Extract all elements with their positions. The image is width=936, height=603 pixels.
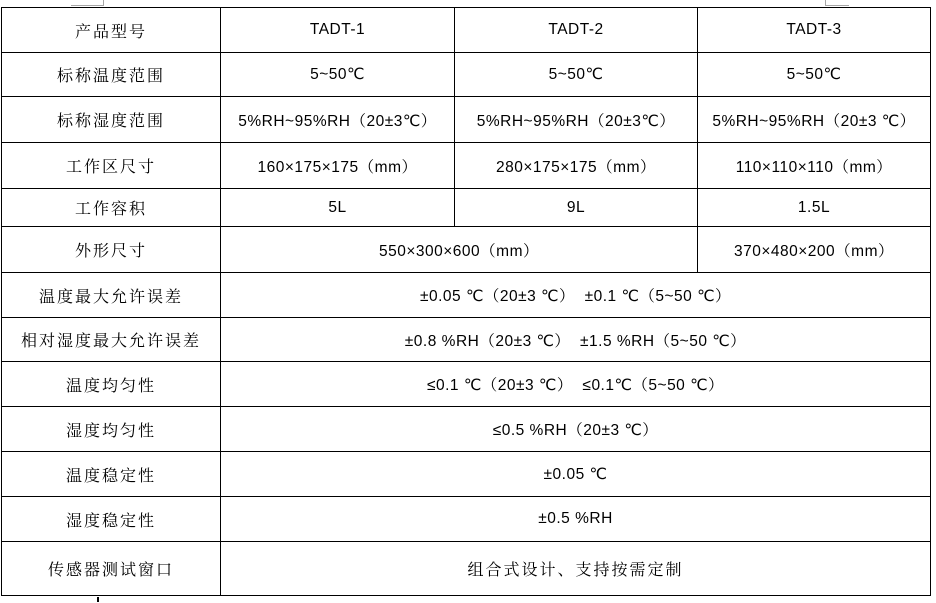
value-cell: TADT-1 bbox=[221, 8, 455, 53]
row-humidity-range bbox=[2, 97, 931, 143]
value-cell: 5%RH~95%RH（20±3℃） bbox=[455, 97, 698, 143]
label-cell: 温度最大允许误差 bbox=[2, 273, 221, 318]
label-cell: 相对湿度最大允许误差 bbox=[2, 318, 221, 362]
label-cell: 传感器测试窗口 bbox=[2, 542, 221, 596]
row-product-model bbox=[2, 8, 931, 53]
label-cell: 标称湿度范围 bbox=[2, 97, 221, 143]
value-cell-merged: ≤0.5 %RH（20±3 ℃） bbox=[221, 407, 931, 452]
row-temp-uniformity bbox=[2, 362, 931, 407]
label-cell: 工作区尺寸 bbox=[2, 143, 221, 189]
row-sensor-test-window bbox=[2, 542, 931, 596]
row-overall-size bbox=[2, 227, 931, 273]
row-work-area-size bbox=[2, 143, 931, 189]
value-cell-merged: ±0.8 %RH（20±3 ℃） ±1.5 %RH（5~50 ℃） bbox=[221, 318, 931, 362]
value-cell-merged: ±0.5 %RH bbox=[221, 497, 931, 542]
row-temp-max-error bbox=[2, 273, 931, 318]
value-cell: 370×480×200（mm） bbox=[698, 227, 931, 273]
value-cell-merged: 550×300×600（mm） bbox=[221, 227, 698, 273]
value-cell: TADT-2 bbox=[455, 8, 698, 53]
value-cell: 160×175×175（mm） bbox=[221, 143, 455, 189]
label-cell: 温度均匀性 bbox=[2, 362, 221, 407]
label-cell: 标称温度范围 bbox=[2, 53, 221, 97]
table-handle-top-right-icon bbox=[825, 0, 849, 6]
label-cell: 产品型号 bbox=[2, 8, 221, 53]
value-cell: 110×110×110（mm） bbox=[698, 143, 931, 189]
value-cell: 9L bbox=[455, 189, 698, 227]
value-cell: 5%RH~95%RH（20±3℃） bbox=[221, 97, 455, 143]
row-rh-max-error bbox=[2, 318, 931, 362]
value-cell: 5%RH~95%RH（20±3 ℃） bbox=[698, 97, 931, 143]
row-humidity-stability bbox=[2, 497, 931, 542]
product-spec-table bbox=[1, 7, 931, 596]
value-cell: TADT-3 bbox=[698, 8, 931, 53]
label-cell: 外形尺寸 bbox=[2, 227, 221, 273]
value-cell-merged: ≤0.1 ℃（20±3 ℃） ≤0.1℃（5~50 ℃） bbox=[221, 362, 931, 407]
value-cell-merged: ±0.05 ℃（20±3 ℃） ±0.1 ℃（5~50 ℃） bbox=[221, 273, 931, 318]
value-cell: 5~50℃ bbox=[698, 53, 931, 97]
value-cell: 280×175×175（mm） bbox=[455, 143, 698, 189]
row-work-volume bbox=[2, 189, 931, 227]
label-cell: 工作容积 bbox=[2, 189, 221, 227]
value-cell: 5~50℃ bbox=[455, 53, 698, 97]
value-cell-merged: 组合式设计、支持按需定制 bbox=[221, 542, 931, 596]
value-cell: 1.5L bbox=[698, 189, 931, 227]
label-cell: 温度稳定性 bbox=[2, 452, 221, 497]
value-cell: 5L bbox=[221, 189, 455, 227]
label-cell: 湿度均匀性 bbox=[2, 407, 221, 452]
row-humidity-uniformity bbox=[2, 407, 931, 452]
row-temp-range bbox=[2, 53, 931, 97]
value-cell-merged: ±0.05 ℃ bbox=[221, 452, 931, 497]
label-cell: 湿度稳定性 bbox=[2, 497, 221, 542]
table-handle-top-left-icon bbox=[71, 0, 104, 6]
value-cell: 5~50℃ bbox=[221, 53, 455, 97]
row-temp-stability bbox=[2, 452, 931, 497]
text-cursor-icon bbox=[97, 597, 99, 602]
